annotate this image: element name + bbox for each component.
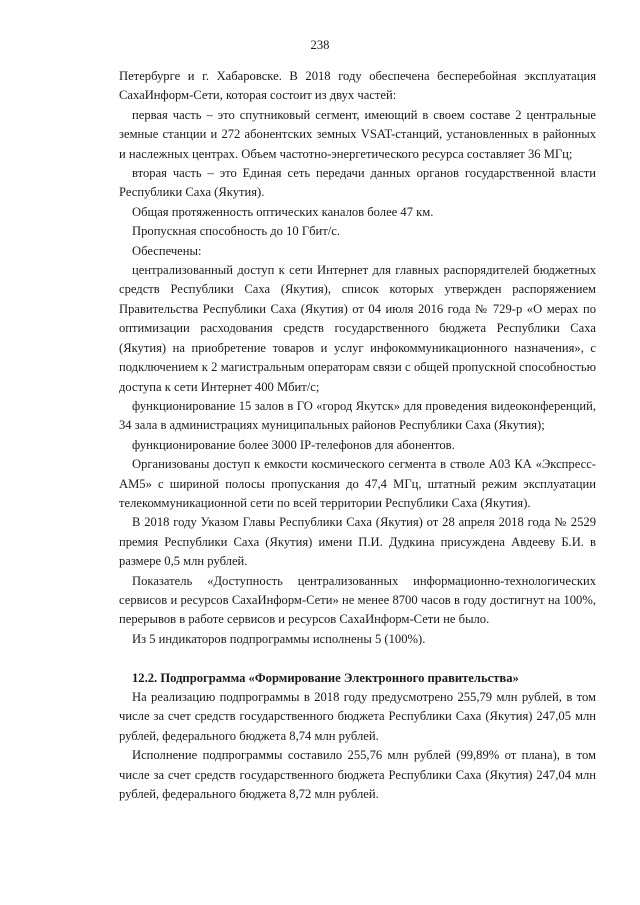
paragraph: Показатель «Доступность централизованных информационно-технологических сервисов и ресурсов СахаИнформ-Сети» не менее 8700 часов в году достигнут на 100%, перерывов в работе сервисов и ресурсов СахаИнформ-Сети не было. xyxy=(119,573,596,627)
paragraph: Пропускная способность до 10 Гбит/с. xyxy=(132,224,341,239)
section-heading: 12.2. Подпрограмма «Формирование Электронного правительства» xyxy=(132,670,519,685)
paragraph: первая часть – это спутниковый сегмент, имеющий в своем составе 2 центральные земные станции и 272 абонентских земных VSAT-станций, установленных в районных и наслежных центрах. Объем частотно-энергетического ресурса составляет 36 МГц; xyxy=(119,107,596,161)
paragraph: Организованы доступ к емкости космического сегмента в стволе А03 КА «Экспресс-АМ5» с шириной полосы пропускания до 47,4 МГц, штатный режим эксплуатации телекоммуникационной сети по всей территории Республики Саха (Якутия). xyxy=(119,457,596,510)
paragraph: Обеспечены: xyxy=(132,243,202,258)
paragraph: Общая протяженность оптических каналов более 47 км. xyxy=(132,204,434,219)
page-number: 238 xyxy=(310,38,330,52)
paragraph: функционирование 15 залов в ГО «город Якутск» для проведения видеоконференций, 34 зала в администрациях муниципальных районов Республики Саха (Якутия); xyxy=(119,398,596,433)
paragraph: Исполнение подпрограммы составило 255,76 млн рублей (99,89% от плана), в том числе за счет средств государственного бюджета Республики Саха (Якутия) 247,04 млн рублей, федерального бюджета 8,72 млн рублей. xyxy=(119,748,596,802)
body-text xyxy=(119,67,596,804)
paragraph: На реализацию подпрограммы в 2018 году предусмотрено 255,79 млн рублей, в том числе за счет средств государственного бюджета Республики Саха (Якутия) 247,05 млн рублей, федерального бюджета 8,74 млн рублей. xyxy=(119,689,596,743)
paragraph: Петербурге и г. Хабаровске. В 2018 году обеспечена бесперебойная эксплуатация СахаИнформ-Сети, которая состоит из двух частей: xyxy=(119,69,596,103)
paragraph: централизованный доступ к сети Интернет для главных распорядителей бюджетных средств Республики Саха (Якутия), список которых утвержден распоряжением Правительства Республики Саха (Якутия) от 04 июля 2016 года № 729-р «О мерах по оптимизации расходования средств государственного бюджета Республики Саха (Якутия) на приобретение товаров и услуг инфокоммуникационного назначения», с подключением к 2 магистральным операторам связи с общей пропускной способностью доступа к сети Интернет 400 Мбит/с; xyxy=(119,263,596,394)
paragraph: Из 5 индикаторов подпрограммы исполнены 5 (100%). xyxy=(132,631,426,646)
section-spacer xyxy=(119,649,596,668)
paragraph: вторая часть – это Единая сеть передачи данных органов государственной власти Республики Саха (Якутия). xyxy=(119,166,596,200)
paragraph: В 2018 году Указом Главы Республики Саха (Якутия) от 28 апреля 2018 года № 2529 премия Республики Саха (Якутия) имени П.И. Дудкина присуждена Авдееву Б.И. в размере 0,5 млн рублей. xyxy=(119,515,596,569)
paragraph: функционирование более 3000 IP-телефонов для абонентов. xyxy=(132,437,455,452)
